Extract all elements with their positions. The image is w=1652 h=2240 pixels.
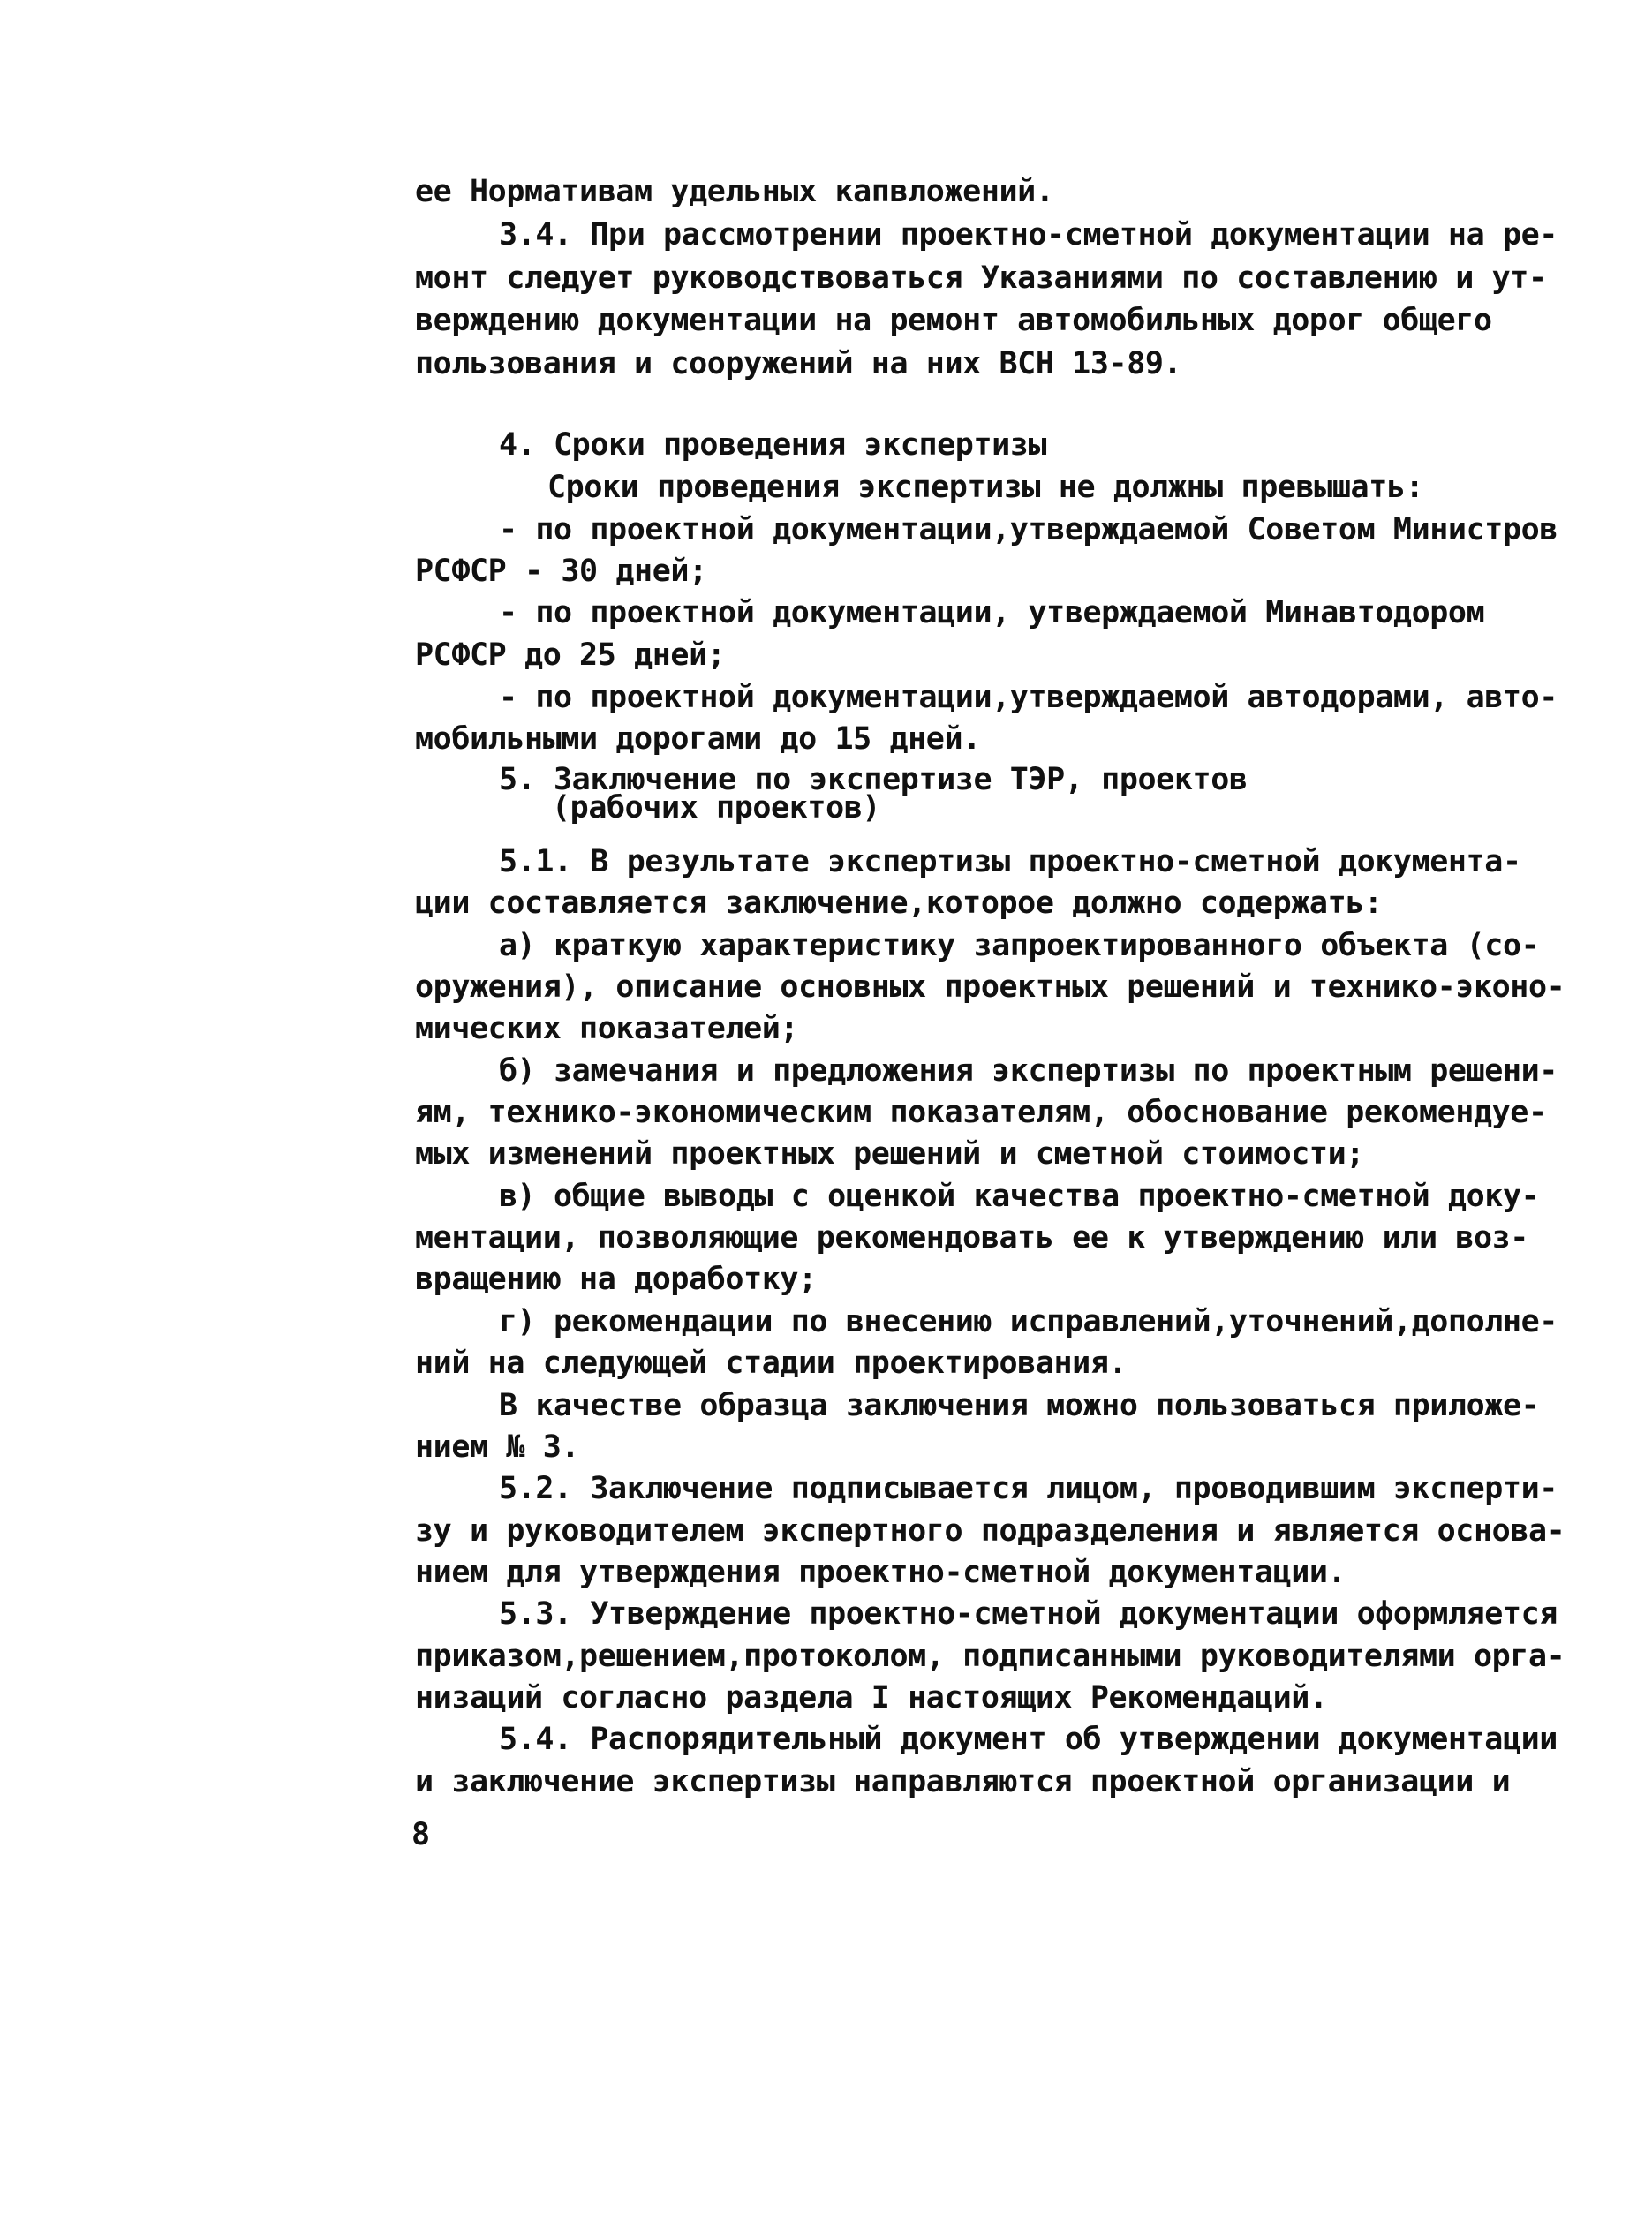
text-line: 5.2. Заключение подписывается лицом, проводившим эксперти- bbox=[499, 1471, 1558, 1506]
text-line: нием для утверждения проектно-сметной документации. bbox=[415, 1555, 1346, 1590]
text-line: Сроки проведения экспертизы не должны превышать: bbox=[547, 470, 1424, 505]
text-line: пользования и сооружений на них ВСН 13-89. bbox=[415, 346, 1182, 381]
text-line: В качестве образца заключения можно пользоваться приложе- bbox=[499, 1388, 1540, 1423]
text-line: мических показателей; bbox=[415, 1011, 799, 1046]
text-line: мых изменений проектных решений и сметной стоимости; bbox=[415, 1136, 1364, 1172]
text-line: и заключение экспертизы направляются проектной организации и bbox=[415, 1764, 1511, 1799]
text-line: ям, технико-экономическим показателям, обоснование рекомендуе- bbox=[415, 1095, 1547, 1130]
text-line: 5.1. В результате экспертизы проектно-сметной документа- bbox=[499, 844, 1521, 879]
text-line: 3.4. При рассмотрении проектно-сметной документации на ре- bbox=[499, 217, 1558, 253]
text-line: ции составляется заключение,которое должно содержать: bbox=[415, 886, 1383, 921]
text-line: вращению на доработку; bbox=[415, 1262, 817, 1297]
text-line: РСФСР - 30 дней; bbox=[415, 554, 707, 589]
text-line: ментации, позволяющие рекомендовать ее к утверждению или воз- bbox=[415, 1220, 1528, 1256]
text-line: ее Нормативам удельных капвложений. bbox=[415, 174, 1054, 209]
text-line: а) краткую характеристику запроектированного объекта (со- bbox=[499, 928, 1540, 963]
text-line: РСФСР до 25 дней; bbox=[415, 637, 726, 673]
section-heading: 4. Сроки проведения экспертизы bbox=[499, 427, 1047, 463]
text-line: - по проектной документации,утверждаемой Советом Министров bbox=[499, 512, 1558, 547]
text-line: 5.3. Утверждение проектно-сметной документации оформляется bbox=[499, 1596, 1558, 1632]
text-line: г) рекомендации по внесению исправлений,уточнений,дополне- bbox=[499, 1304, 1558, 1339]
text-line: мобильными дорогами до 15 дней. bbox=[415, 721, 981, 757]
text-line: низаций согласно раздела I настоящих Рекомендаций. bbox=[415, 1680, 1328, 1716]
text-line: нием № 3. bbox=[415, 1429, 580, 1465]
text-line: - по проектной документации, утверждаемой Минавтодором bbox=[499, 595, 1485, 630]
text-line: зу и руководителем экспертного подразделения и является основа- bbox=[415, 1513, 1565, 1549]
page-number: 8 bbox=[411, 1817, 430, 1852]
section-heading-cont: (рабочих проектов) bbox=[552, 790, 881, 826]
text-line: б) замечания и предложения экспертизы по проектным решени- bbox=[499, 1053, 1558, 1089]
text-line: ний на следующей стадии проектирования. bbox=[415, 1346, 1128, 1381]
text-line: 5.4. Распорядительный документ об утверждении документации bbox=[499, 1722, 1558, 1757]
text-line: оружения), описание основных проектных решений и технико-эконо- bbox=[415, 969, 1565, 1005]
text-line: в) общие выводы с оценкой качества проектно-сметной доку- bbox=[499, 1179, 1540, 1214]
text-line: - по проектной документации,утверждаемой автодорами, авто- bbox=[499, 680, 1558, 715]
text-line: верждению документации на ремонт автомобильных дорог общего bbox=[415, 303, 1492, 338]
section-heading: 5. Заключение по экспертизе ТЭР, проектов bbox=[499, 762, 1248, 797]
text-line: монт следует руководствоваться Указаниями по составлению и ут- bbox=[415, 260, 1547, 296]
text-line: приказом,решением,протоколом, подписанными руководителями орга- bbox=[415, 1639, 1565, 1674]
